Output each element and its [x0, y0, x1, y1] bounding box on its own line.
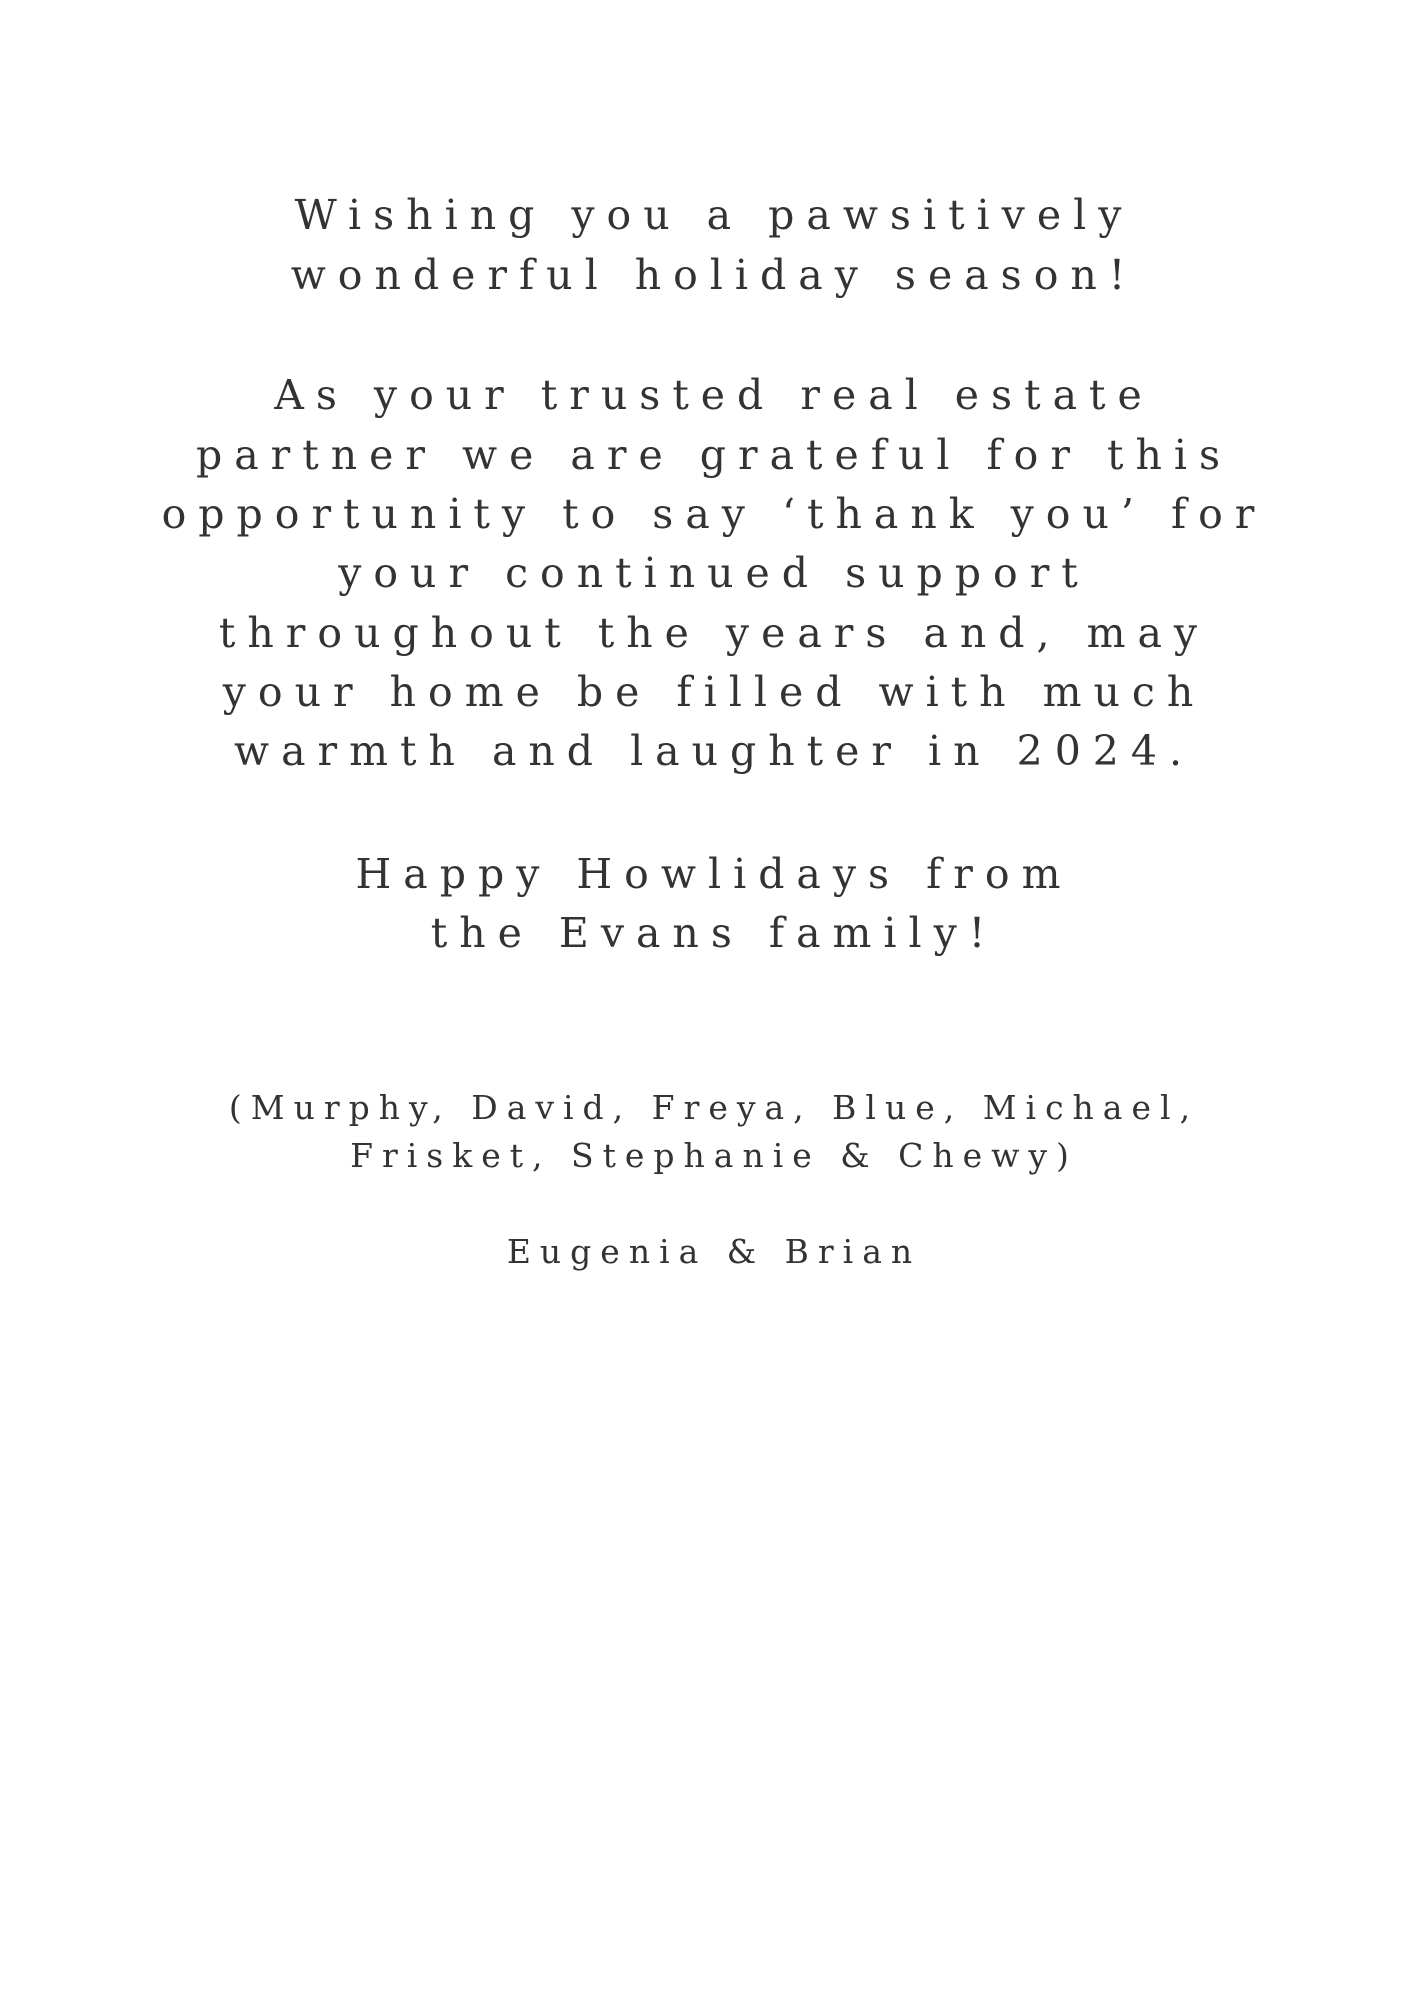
- message-line-6: your home be filled with much: [222, 668, 1206, 716]
- signature: Eugenia & Brian: [506, 1232, 922, 1271]
- family-names-line-1: (Murphy, David, Freya, Blue, Michael,: [228, 1088, 1200, 1127]
- message-line-7: warmth and laughter in 2024.: [234, 727, 1194, 775]
- message-line-3: opportunity to say ‘thank you’ for: [161, 490, 1267, 538]
- message-line-1: As your trusted real estate: [274, 371, 1154, 419]
- family-names-line-2: Frisket, Stephanie & Chewy): [350, 1136, 1078, 1175]
- message-line-5: throughout the years and, may: [218, 609, 1210, 657]
- message-line-4: your continued support: [338, 549, 1090, 597]
- greeting-line-1: Wishing you a pawsitively: [294, 191, 1134, 239]
- closing-line-2: the Evans family!: [430, 909, 998, 957]
- greeting-line-2: wonderful holiday season!: [290, 251, 1138, 299]
- closing-line-1: Happy Howlidays from: [355, 850, 1073, 898]
- message-line-2: partner we are grateful for this: [195, 431, 1233, 479]
